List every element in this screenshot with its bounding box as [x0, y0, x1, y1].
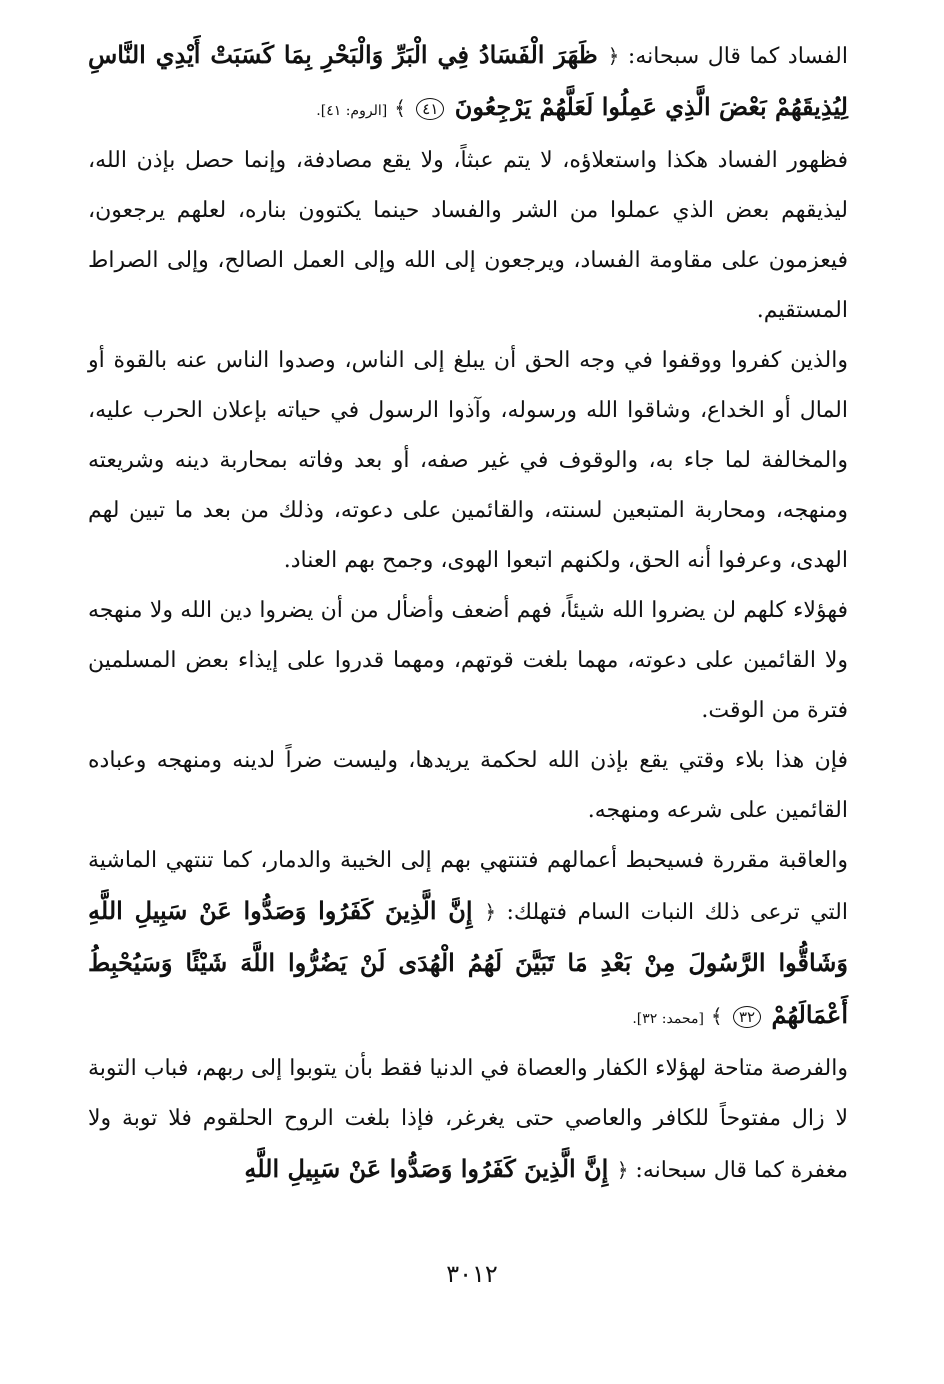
paragraph-1-intro: الفساد كما قال سبحانه:	[619, 44, 849, 69]
paragraph-6-intro: والعاقبة مقررة فسيحبط أعمالهم فتنتهي بهم إلى الخيبة والدمار، كما تنتهي الماشية التي ترعى ذلك النبات السام فتهلك:	[88, 848, 848, 925]
verse-reference: [محمد: ٣٢].	[632, 1011, 704, 1027]
paragraph-4: فهؤلاء كلهم لن يضروا الله شيئاً، فهم أضعف وأضأل من أن يضروا دين الله ولا منهجه ولا القائمين على دعوته، مهما بلغت قوتهم، ومهما قدروا على إيذاء بعض المسلمين فترة من الوقت.	[88, 598, 848, 723]
paragraph-7	[88, 1044, 848, 1196]
paragraph-5: فإن هذا بلاء وقتي يقع بإذن الله لحكمة يريدها، وليست ضراً لدينه ومنهجه وعباده القائمين على شرعه ومنهجه.	[88, 748, 848, 823]
verse-open-bracket: ﴿	[616, 1158, 629, 1182]
page-number: ٣٠١٢	[446, 1260, 498, 1288]
verse-text: ظَهَرَ الْفَسَادُ فِي الْبَرِّ وَالْبَحْرِ بِمَا كَسَبَتْ أَيْدِي النَّاسِ لِيُذِيقَهُمْ بَعْضَ الَّذِي عَمِلُوا لَعَلَّهُمْ يَرْجِعُونَ	[88, 40, 848, 121]
verse-open-bracket: ﴿	[607, 44, 620, 68]
page-body	[88, 30, 848, 1196]
paragraph-6	[88, 836, 848, 1044]
paragraph-1	[88, 30, 848, 136]
verse-open-bracket: ﴿	[484, 900, 497, 924]
ayah-number: ٣٢	[733, 1006, 761, 1028]
verse-reference: [الروم: ٤١].	[316, 103, 388, 119]
verse-text: إِنَّ الَّذِينَ كَفَرُوا وَصَدُّوا عَنْ سَبِيلِ اللَّهِ	[244, 1154, 609, 1183]
verse-text: إِنَّ الَّذِينَ كَفَرُوا وَصَدُّوا عَنْ سَبِيلِ اللَّهِ وَشَاقُّوا الرَّسُولَ مِنْ بَعْدِ مَا تَبَيَّنَ لَهُمُ الْهُدَى لَنْ يَضُرُّوا اللَّهَ شَيْئًا وَسَيُحْبِطُ أَعْمَالَهُمْ	[88, 896, 848, 1029]
ayah-number: ٤١	[416, 98, 444, 120]
verse-close-bracket: ﴾	[710, 1004, 723, 1028]
paragraph-3: والذين كفروا ووقفوا في وجه الحق أن يبلغ إلى الناس، وصدوا الناس عنه بالقوة أو المال أو الخداع، وشاقوا الله ورسوله، وآذوا الرسول في حياته بإعلان الحرب عليه، والمخالفة لما جاء به، والوقوف في غير صفه، أو بعد وفاته بمحاربة دينه وشريعته ومنهجه، ومحاربة المتبعين لسنته، والقائمين على دعوته، وذلك من بعد ما تبين لهم الهدى، وعرفوا أنه الحق، ولكنهم اتبعوا الهوى، وجمح بهم العناد.	[88, 348, 848, 573]
paragraph-2: فظهور الفساد هكذا واستعلاؤه، لا يتم عبثاً، ولا يقع مصادفة، وإنما حصل بإذن الله، ليذيقهم بعض الذي عملوا من الشر والفساد حينما يكتوون بناره، لعلهم يرجعون، فيعزمون على مقاومة الفساد، ويرجعون إلى الله وإلى العمل الصالح، وإلى الصراط المستقيم.	[88, 148, 848, 323]
verse-close-bracket: ﴾	[394, 96, 406, 120]
paragraph-7-intro: والفرصة متاحة لهؤلاء الكفار والعصاة في الدنيا فقط بأن يتوبوا إلى ربهم، فباب التوبة لا زال مفتوحاً للكافر والعاصي حتى يغرغر، فإذا بلغت الروح الحلقوم فلا توبة ولا مغفرة كما قال سبحانه:	[88, 1056, 848, 1183]
quran-verse-partial	[244, 1154, 628, 1183]
